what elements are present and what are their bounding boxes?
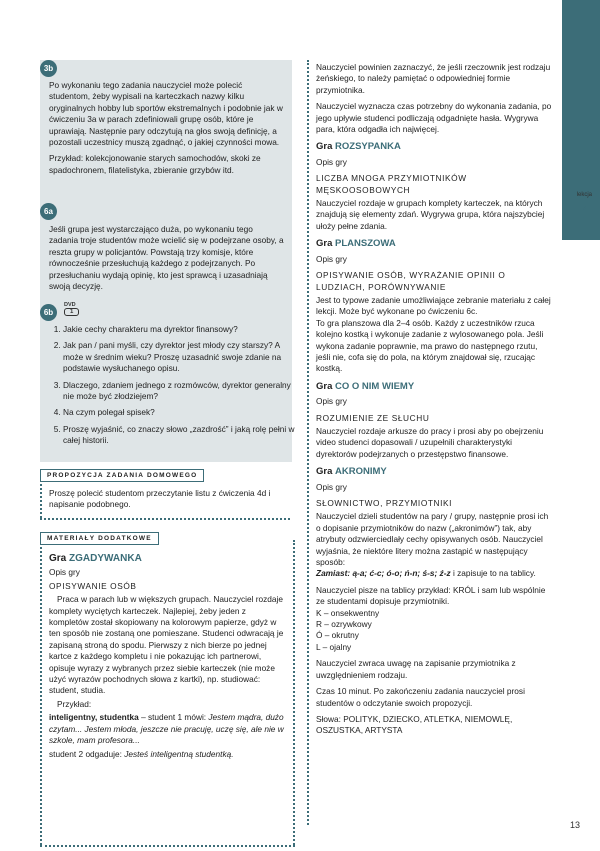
game-planszowa-title: Gra PLANSZOWA	[316, 238, 396, 250]
acronym-line: L – ojalny	[316, 641, 352, 652]
game-akronimy-words: Słowa: POLITYK, DZIECKO, ATLETKA, NIEMOWLĘ, OSZUSTKA, ARTYSTA	[316, 713, 513, 736]
materials-label: MATERIAŁY DODATKOWE	[40, 532, 159, 545]
materials-border-bottom	[40, 845, 295, 847]
game-conim-opis: Opis gry	[316, 396, 347, 407]
acronym-line: R – ozrywkowy	[316, 619, 372, 630]
game-akronimy-opis: Opis gry	[316, 481, 347, 492]
game-akronimy-desc2: Nauczyciel pisze na tablicy przykład: KRÓL i sam lub wspólnie ze studentami dopisuje przymiotniki.	[316, 584, 546, 607]
materials-border-right	[293, 540, 295, 845]
game-planszowa-cat: OPISYWANIE OSÓB, WYRAŻANIE OPINII O LUDZIACH, PORÓWNYWANIE	[316, 270, 506, 292]
game-conim-desc: Nauczyciel rozdaje arkusze do pracy i prosi aby po obejrzeniu video studenci dopasowali / uzupełnili charakterystyki dyrektorów podejrzanych o przestępstwo finansowe.	[316, 425, 544, 459]
homework-text: Proszę polecić studentom przeczytanie listu z ćwiczenia 4d i napisanie podobnego.	[49, 488, 271, 510]
lesson-label: lekcja	[576, 192, 592, 198]
example-line-2: student 2 odgaduje: Jesteś inteligentną studentką.	[49, 748, 234, 759]
dvd-label: DVD	[64, 302, 76, 308]
example-line-1: inteligentny, studentka – student 1 mówi: Jestem mądra, dużo czytam... Jestem młoda, jeszcze nie pracuję, uczę się, ale nie w szkole, mam profesora...	[49, 712, 284, 746]
acronym-line: Ó – okrutny	[316, 630, 359, 641]
game-akronimy-cat: SŁOWNICTWO, PRZYMIOTNIKI	[316, 498, 453, 508]
game-rozsypanka-desc: Nauczyciel rozdaje w grupach komplety karteczek, na których znajdują się elementy zdań. Wygrywa grupa, która najszybciej ułoży pełne zdania.	[316, 198, 545, 231]
question-list	[49, 324, 298, 452]
question-item: 1. Jakie cechy charakteru ma dyrektor finansowy?	[63, 324, 298, 335]
dvd-number: 1	[64, 308, 79, 316]
section-3b-example: Przykład: kolekcjonowanie starych samochodów, skoki ze spadochronem, filatelistyka, zbieranie grzybów itd.	[49, 153, 261, 175]
question-item: 3. Dlaczego, zdaniem jednego z rozmówców, dyrektor generalny nie może być złodziejem?	[63, 380, 298, 403]
game-rozsypanka-title: Gra ROZSYPANKA	[316, 141, 401, 153]
section-3b-text: Po wykonaniu tego zadania nauczyciel może polecić studentom, żeby wypisali na karteczkach nazwy kilku oryginalnych hobby lub sportów ekstremalnych i podobnie jak w ćwiczeniu 3a w parach zdefiniowali grupę osób, które je uprawiają. Następnie pary odczytują na głos swoją definicję, a pozostali uczestnicy muszą zgadnąć, o jakiej czynności mowa.	[49, 80, 283, 148]
homework-border-bottom	[40, 518, 290, 520]
game-akronimy-desc1: Nauczyciel dzieli studentów na pary / grupy, następnie prosi ich o dopisanie przymiotników do nazw („akronimów”) tak, aby atrybuty odzwierciedlały cechy opisywanych osób. Nauczyciel wyjaśnia, że niektóre litery można zastąpić w następujący sposób:	[316, 511, 549, 568]
page-number: 13	[569, 820, 580, 830]
intro-1: Nauczyciel powinien zaznaczyć, że jeśli rzeczownik jest rodzaju żeńskiego, to należy pamiętać o odpowiedniej formie przymiotnika.	[316, 62, 551, 95]
badge-3b: 3b	[40, 60, 57, 77]
game-rozsypanka-cat: LICZBA MNOGA PRZYMIOTNIKÓW MĘSKOOSOBOWYCH	[316, 173, 467, 195]
game-planszowa-desc2: To gra planszowa dla 2–4 osób. Każdy z uczestników rzuca kolejno kostką i wykonuje zadanie z wylosowanego pola. Jeśli wykona zadanie poprawnie, ma prawo do następnego rzutu, jeśli nie, cofa się do pola, na którym znajdował się, rzucając kostką.	[316, 317, 544, 374]
game-title: Gra ZGADYWANKA	[49, 553, 142, 564]
question-item: 5. Proszę wyjaśnić, co znaczy słowo „zazdrość” i jaką rolę pełni w całej historii.	[63, 424, 298, 447]
section-6a	[49, 224, 284, 292]
question-item: 4. Na czym polegał spisek?	[63, 407, 298, 418]
example-label: Przykład:	[57, 698, 92, 709]
game-akronimy-desc3: Nauczyciel zwraca uwagę na zapisanie przymiotnika z uwzględnieniem rodzaju.	[316, 658, 516, 680]
acronym-line: K – onsekwentny	[316, 607, 380, 618]
game-opis: Opis gry	[49, 567, 80, 578]
materials-content	[49, 553, 287, 762]
game-category: OPISYWANIE OSÓB	[49, 580, 137, 591]
game-rozsypanka-opis: Opis gry	[316, 156, 347, 167]
game-planszowa-opis: Opis gry	[316, 253, 347, 264]
game-akronimy-title: Gra AKRONIMY	[316, 466, 387, 478]
game-planszowa-desc1: Jest to typowe zadanie umożliwiające zebranie materiału z całej lekcji. Może być wykonane po ćwiczeniu 6c.	[316, 294, 551, 317]
intro-2: Nauczyciel wyznacza czas potrzebny do wykonania zadania, po jego upływie studenci podliczają odgadnięte hasła. Wygrywa para, która odgadła ich najwięcej.	[316, 101, 552, 135]
section-6a-text: Jeśli grupa jest wystarczająco duża, po wykonaniu tego zadania troje studentów może wcielić się w podejrzane osoby, a reszta grupy w policjantów. Powstają trzy komisje, które równocześnie przesłuchują każdego z podejrzanych. Po przesłuchaniu wydają opinię, kto jest sprawcą i uzasadniają swoją decyzję.	[49, 224, 284, 292]
lesson-number: 1	[581, 203, 592, 223]
game-akronimy-zamiast: Zamiast: ą-a; ć-c; ó-o; ń-n; ś-s; ź-z i zapisuje to na tablicy.	[316, 568, 536, 579]
homework-border	[40, 476, 42, 518]
game-desc: Praca w parach lub w większych grupach. Nauczyciel rozdaje komplety wyciętych karteczek. Najlepiej, żeby jeden z kompletów został skopiowany na kolorowym papierze, gdyż w ten sposób nie zostaną one pomieszane. Studenci odwracają je zapisaną stroną do spodu. Pierwszy z nich bierze po jednej kartce z każdego kompletu i nie pokazując ich partnerowi, opisuje wyrazy z wybranych przez siebie karteczek (nie może użyć wyrazów pochodnych słowa z kartki), np. studiować: student, studia.	[49, 594, 284, 696]
badge-6b: 6b	[40, 304, 57, 321]
materials-border-left	[40, 540, 42, 845]
badge-6a: 6a	[40, 203, 57, 220]
game-conim-title: Gra CO O NIM WIEMY	[316, 380, 415, 392]
section-3b	[49, 80, 284, 176]
question-item: 2. Jak pan / pani myśli, czy dyrektor jest młody czy starszy? A może w średnim wieku? Proszę uzasadnić swoje zdanie na podstawie wysłuchanego opisu.	[63, 340, 298, 374]
homework-label: PROPOZYCJA ZADANIA DOMOWEGO	[40, 469, 204, 482]
game-conim-cat: ROZUMIENIE ZE SŁUCHU	[316, 412, 430, 423]
game-akronimy-desc4: Czas 10 minut. Po zakończeniu zadania nauczyciel prosi studentów o odczytanie swoich propozycji.	[316, 686, 525, 708]
right-column	[316, 62, 552, 742]
right-border	[307, 60, 309, 825]
dvd-icon	[64, 302, 79, 316]
